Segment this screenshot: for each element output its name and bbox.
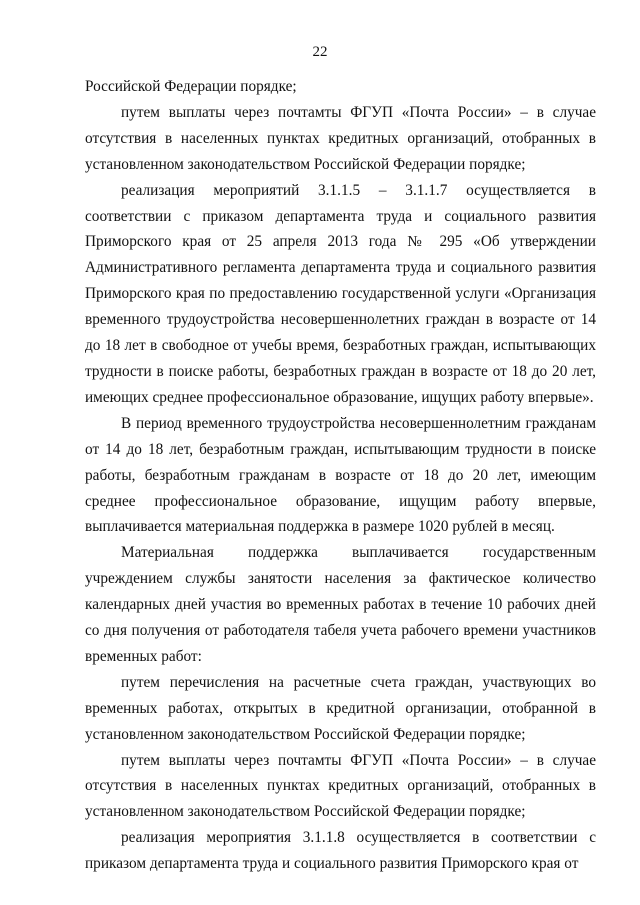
- paragraph-postal-payment: путем выплаты через почтамты ФГУП «Почта России» – в случае отсутствия в населенных пунктах кредитных организаций, отобранных в установленном законодательством Российской Федерации порядке;: [85, 103, 596, 173]
- paragraph-postal-payment-2: путем выплаты через почтамты ФГУП «Почта России» – в случае отсутствия в населенных пунктах кредитных организаций, отобранных в установленном законодательством Российской Федерации порядке;: [85, 751, 596, 821]
- paragraph-support-payment-terms: Материальная поддержка выплачивается государственным учреждением службы занятости населения за фактическое количество календарных дней участия во временных работах в течение 10 рабочих дней со дня получения от работодателя табеля учета рабочего времени участников временных работ:: [85, 544, 596, 665]
- page-number: 22: [312, 44, 328, 60]
- paragraph-measures-3115-3117: реализация мероприятий 3.1.1.5 – 3.1.1.7 осуществляется в соответствии с приказом департамента труда и социального развития Приморского края от 25 апреля 2013 года № 295 «Об утверждении Административного регламента департамента труда и социального развития Приморского края по предоставлению государственной услуги «Организация временного трудоустройства несовершеннолетних граждан в возрасте от 14 до 18 лет в свободное от учебы время, безработных граждан, испытывающих трудности в поиске работы, безработных граждан в возрасте от 18 до 20 лет, имеющих среднее профессиональное образование, ищущих работу впервые».: [85, 181, 596, 406]
- paragraph-temporary-employment-support: В период временного трудоустройства несовершеннолетним гражданам от 14 до 18 лет, безработным граждан, испытывающим трудности в поиске работы, безработным гражданам в возрасте от 18 до 20 лет, имеющим среднее профессиональное образование, ищущим работу впервые, выплачивается материальная поддержка в размере 1020 рублей в месяц.: [85, 414, 596, 536]
- paragraph-bank-transfer: путем перечисления на расчетные счета граждан, участвующих во временных работах, открытых в кредитной организации, отобранной в установленном законодательством Российской Федерации порядке;: [85, 673, 596, 743]
- paragraph-measure-3118: реализация мероприятия 3.1.1.8 осуществляется в соответствии с приказом департамента труда и социального развития Приморского края от: [85, 829, 596, 873]
- document-body: [85, 74, 596, 877]
- paragraph-continuation: Российской Федерации порядке;: [85, 78, 297, 95]
